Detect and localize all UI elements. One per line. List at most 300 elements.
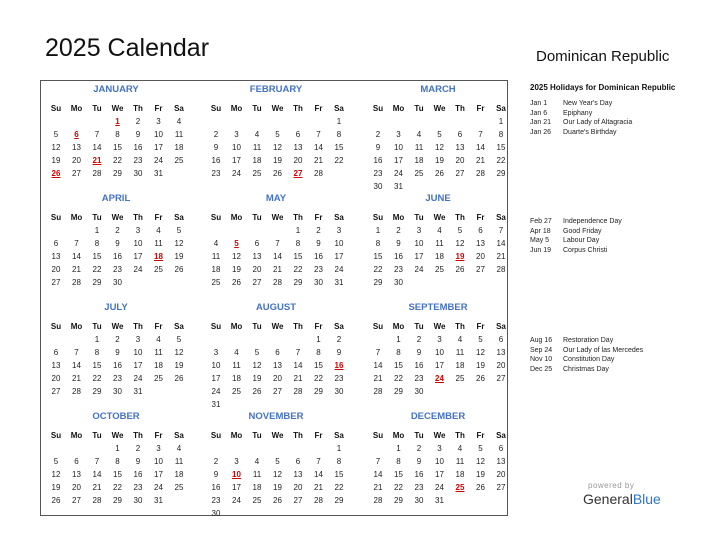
day-cell: 13 <box>293 143 303 152</box>
day-cell: 28 <box>72 278 81 287</box>
holiday-date: Jan 6 <box>530 109 548 117</box>
weekday-label: Sa <box>174 322 184 331</box>
day-cell: 2 <box>416 335 422 344</box>
month-name: JULY <box>104 302 128 313</box>
day-cell: 15 <box>314 361 323 370</box>
holiday-day: 18 <box>154 252 163 261</box>
day-cell: 29 <box>314 387 323 396</box>
holiday-name: Independence Day <box>563 218 622 225</box>
day-cell: 26 <box>273 496 282 505</box>
day-cell: 27 <box>51 387 61 396</box>
day-cell: 22 <box>394 483 403 492</box>
day-cell: 29 <box>334 496 344 505</box>
weekday-label: Su <box>210 104 222 113</box>
day-cell: 22 <box>334 483 344 492</box>
day-cell: 24 <box>211 387 221 396</box>
day-cell: 28 <box>373 387 383 396</box>
day-cell: 16 <box>211 483 221 492</box>
day-cell: 2 <box>115 335 120 344</box>
holiday-name: Duarte's Birthday <box>563 129 617 137</box>
day-cell: 13 <box>293 470 303 479</box>
day-cell: 16 <box>211 156 221 165</box>
weekday-label: Sa <box>174 104 184 113</box>
holiday-day: 26 <box>51 169 61 178</box>
day-cell: 31 <box>435 496 444 505</box>
day-cell: 21 <box>496 252 506 261</box>
day-cell: 1 <box>498 117 504 126</box>
day-cell: 9 <box>135 457 141 466</box>
weekday-label: Sa <box>334 213 344 222</box>
day-cell: 4 <box>156 335 161 344</box>
day-cell: 28 <box>92 169 102 178</box>
weekday-label: We <box>433 104 446 113</box>
weekday-label: Mo <box>230 431 243 440</box>
day-cell: 10 <box>394 143 403 152</box>
day-cell: 14 <box>476 143 485 152</box>
day-cell: 1 <box>295 226 301 235</box>
holiday-row <box>530 337 613 344</box>
day-cell: 19 <box>435 156 444 165</box>
day-cell: 4 <box>254 457 260 466</box>
day-cell: 22 <box>373 265 383 274</box>
weekday-label: We <box>271 104 284 113</box>
weekday-label: Sa <box>174 213 184 222</box>
holiday-date: Jan 26 <box>530 129 552 137</box>
month-name: JANUARY <box>93 84 139 95</box>
day-cell: 13 <box>273 361 282 370</box>
day-cell: 15 <box>496 143 506 152</box>
day-cell: 4 <box>457 335 463 344</box>
day-cell: 27 <box>496 374 506 383</box>
day-cell: 17 <box>435 470 444 479</box>
weekday-label: Th <box>133 104 143 113</box>
day-cell: 25 <box>435 265 444 274</box>
weekday-label: Th <box>293 104 303 113</box>
weekday-label: Fr <box>314 431 323 440</box>
day-cell: 26 <box>174 374 184 383</box>
day-cell: 10 <box>133 348 143 357</box>
day-cell: 1 <box>94 335 100 344</box>
day-cell: 19 <box>51 156 61 165</box>
day-cell: 6 <box>457 130 463 139</box>
day-cell: 25 <box>455 374 465 383</box>
holiday-row <box>530 237 599 244</box>
holiday-day: 5 <box>234 239 239 248</box>
month-name: AUGUST <box>255 302 297 313</box>
day-cell: 13 <box>496 348 506 357</box>
day-cell: 23 <box>314 265 323 274</box>
day-cell: 22 <box>293 265 303 274</box>
day-cell: 12 <box>232 252 241 261</box>
day-cell: 14 <box>92 470 102 479</box>
weekday-label: Mo <box>230 322 243 331</box>
day-cell: 9 <box>115 348 120 357</box>
day-cell: 17 <box>414 252 424 261</box>
day-cell: 15 <box>334 143 344 152</box>
holiday-day: 16 <box>334 361 344 370</box>
day-cell: 19 <box>273 156 282 165</box>
day-cell: 14 <box>273 252 282 261</box>
day-cell: 6 <box>53 348 59 357</box>
day-cell: 26 <box>51 496 61 505</box>
day-cell: 30 <box>334 387 344 396</box>
day-cell: 18 <box>455 470 465 479</box>
day-cell: 9 <box>375 143 381 152</box>
brand-part-1: General <box>583 491 633 507</box>
day-cell: 26 <box>232 278 241 287</box>
day-cell: 25 <box>252 496 262 505</box>
day-cell: 18 <box>252 156 262 165</box>
day-cell: 16 <box>113 361 122 370</box>
holiday-day: 6 <box>74 130 79 139</box>
weekday-label: Fr <box>476 431 485 440</box>
day-cell: 1 <box>336 444 342 453</box>
day-cell: 24 <box>232 496 241 505</box>
day-cell: 28 <box>293 387 303 396</box>
day-cell: 10 <box>154 130 163 139</box>
day-cell: 5 <box>176 226 182 235</box>
holiday-name: Epiphany <box>563 109 593 117</box>
day-cell: 15 <box>92 361 102 370</box>
day-cell: 31 <box>154 169 163 178</box>
day-cell: 22 <box>496 156 506 165</box>
day-cell: 17 <box>232 156 241 165</box>
day-cell: 10 <box>435 348 444 357</box>
day-cell: 8 <box>336 130 342 139</box>
day-cell: 27 <box>273 387 282 396</box>
day-cell: 17 <box>154 470 163 479</box>
weekday-label: Tu <box>252 431 262 440</box>
day-cell: 18 <box>252 483 262 492</box>
day-cell: 26 <box>174 265 184 274</box>
day-cell: 19 <box>476 361 485 370</box>
holiday-row <box>530 366 609 373</box>
holiday-date: Dec 25 <box>530 366 553 374</box>
country-name: Dominican Republic <box>536 48 670 65</box>
day-cell: 9 <box>336 348 342 357</box>
day-cell: 2 <box>213 457 219 466</box>
weekday-label: Th <box>455 213 465 222</box>
day-cell: 27 <box>496 483 506 492</box>
holiday-row <box>530 247 607 254</box>
day-cell: 9 <box>213 143 219 152</box>
day-cell: 30 <box>133 169 143 178</box>
day-cell: 19 <box>252 374 262 383</box>
day-cell: 2 <box>396 226 401 235</box>
day-cell: 27 <box>293 496 303 505</box>
day-cell: 14 <box>293 361 303 370</box>
day-cell: 14 <box>373 470 383 479</box>
day-cell: 7 <box>316 130 321 139</box>
holiday-row <box>530 110 592 117</box>
day-cell: 14 <box>72 252 81 261</box>
weekday-label: Tu <box>252 104 262 113</box>
day-cell: 20 <box>496 361 506 370</box>
day-cell: 22 <box>113 156 122 165</box>
day-cell: 20 <box>496 470 506 479</box>
day-cell: 15 <box>394 361 403 370</box>
day-cell: 27 <box>51 278 61 287</box>
weekday-label: We <box>111 431 124 440</box>
day-cell: 3 <box>396 130 401 139</box>
weekday-label: Su <box>50 322 62 331</box>
day-cell: 7 <box>94 130 100 139</box>
day-cell: 19 <box>273 483 282 492</box>
day-cell: 23 <box>394 265 403 274</box>
day-cell: 22 <box>113 483 122 492</box>
day-cell: 20 <box>455 156 465 165</box>
day-cell: 21 <box>273 265 282 274</box>
day-cell: 11 <box>455 348 465 357</box>
day-cell: 27 <box>72 169 81 178</box>
day-cell: 10 <box>334 239 344 248</box>
day-cell: 5 <box>176 335 182 344</box>
day-cell: 14 <box>92 143 102 152</box>
day-cell: 17 <box>211 374 221 383</box>
weekday-label: Fr <box>154 322 163 331</box>
day-cell: 8 <box>295 239 301 248</box>
day-cell: 5 <box>457 226 463 235</box>
day-cell: 13 <box>51 361 61 370</box>
weekday-label: We <box>433 322 446 331</box>
day-cell: 2 <box>115 226 120 235</box>
day-cell: 28 <box>273 278 282 287</box>
calendar-grid <box>40 80 508 516</box>
day-cell: 20 <box>51 374 61 383</box>
month-name: DECEMBER <box>410 411 466 422</box>
day-cell: 16 <box>314 252 323 261</box>
weekday-label: Tu <box>252 213 262 222</box>
weekday-label: Mo <box>70 104 83 113</box>
day-cell: 9 <box>396 239 401 248</box>
holiday-day: 21 <box>92 156 102 165</box>
weekday-label: Su <box>210 431 222 440</box>
day-cell: 3 <box>437 335 442 344</box>
day-cell: 4 <box>437 226 442 235</box>
day-cell: 19 <box>51 483 61 492</box>
day-cell: 2 <box>336 335 342 344</box>
day-cell: 29 <box>373 278 383 287</box>
day-cell: 30 <box>414 387 424 396</box>
day-cell: 8 <box>396 348 401 357</box>
day-cell: 12 <box>273 470 282 479</box>
day-cell: 20 <box>293 156 303 165</box>
day-cell: 16 <box>414 470 424 479</box>
day-cell: 18 <box>211 265 221 274</box>
holiday-name: Restoration Day <box>563 337 614 344</box>
day-cell: 8 <box>115 457 120 466</box>
powered-by-text: powered by <box>588 481 635 490</box>
weekday-label: Mo <box>392 322 405 331</box>
day-cell: 20 <box>476 252 485 261</box>
weekday-label: Mo <box>392 213 405 222</box>
weekday-label: Th <box>133 213 143 222</box>
holiday-row <box>530 129 616 136</box>
day-cell: 12 <box>174 239 184 248</box>
day-cell: 30 <box>373 182 383 191</box>
day-cell: 11 <box>252 143 262 152</box>
day-cell: 18 <box>455 361 465 370</box>
holiday-day: 19 <box>455 252 465 261</box>
day-cell: 2 <box>316 226 321 235</box>
day-cell: 4 <box>234 348 239 357</box>
day-cell: 7 <box>478 130 483 139</box>
day-cell: 18 <box>435 252 444 261</box>
day-cell: 14 <box>373 361 383 370</box>
day-cell: 16 <box>414 361 424 370</box>
day-cell: 12 <box>476 457 485 466</box>
day-cell: 15 <box>334 470 344 479</box>
day-cell: 28 <box>373 496 383 505</box>
weekday-label: We <box>271 322 284 331</box>
day-cell: 22 <box>92 265 102 274</box>
day-cell: 27 <box>252 278 262 287</box>
day-cell: 26 <box>435 169 444 178</box>
holiday-row <box>530 100 612 107</box>
weekday-label: Sa <box>334 322 344 331</box>
day-cell: 28 <box>72 387 81 396</box>
day-cell: 7 <box>375 457 381 466</box>
day-cell: 20 <box>72 156 81 165</box>
day-cell: 29 <box>113 496 122 505</box>
day-cell: 18 <box>154 361 163 370</box>
day-cell: 23 <box>211 169 221 178</box>
day-cell: 3 <box>437 444 442 453</box>
day-cell: 9 <box>115 239 120 248</box>
day-cell: 4 <box>213 239 219 248</box>
day-cell: 18 <box>414 156 424 165</box>
day-cell: 5 <box>254 348 260 357</box>
day-cell: 15 <box>113 143 122 152</box>
day-cell: 29 <box>92 387 102 396</box>
day-cell: 23 <box>133 156 143 165</box>
day-cell: 6 <box>53 239 59 248</box>
day-cell: 20 <box>252 265 262 274</box>
day-cell: 6 <box>254 239 260 248</box>
month-name: MARCH <box>420 84 456 95</box>
day-cell: 9 <box>316 239 321 248</box>
day-cell: 25 <box>174 156 184 165</box>
day-cell: 26 <box>476 483 485 492</box>
day-cell: 3 <box>135 335 141 344</box>
weekday-label: Sa <box>496 213 506 222</box>
day-cell: 23 <box>414 483 424 492</box>
day-cell: 2 <box>135 117 141 126</box>
weekday-label: We <box>111 104 124 113</box>
day-cell: 27 <box>72 496 81 505</box>
day-cell: 20 <box>72 483 81 492</box>
day-cell: 14 <box>314 143 323 152</box>
weekday-label: Th <box>455 431 465 440</box>
holiday-name: Labour Day <box>563 237 600 245</box>
day-cell: 8 <box>498 130 504 139</box>
weekday-label: Su <box>372 322 384 331</box>
day-cell: 8 <box>94 239 100 248</box>
day-cell: 28 <box>314 169 323 178</box>
day-cell: 3 <box>156 117 161 126</box>
holiday-name: Constitution Day <box>563 356 615 364</box>
holiday-date: Jan 1 <box>530 100 548 107</box>
month-name: OCTOBER <box>92 411 140 422</box>
weekday-label: Th <box>293 431 303 440</box>
day-cell: 3 <box>156 444 161 453</box>
day-cell: 30 <box>133 496 143 505</box>
day-cell: 25 <box>252 169 262 178</box>
weekday-label: Su <box>210 213 222 222</box>
day-cell: 29 <box>496 169 506 178</box>
weekday-label: We <box>111 322 124 331</box>
holiday-name: Corpus Christi <box>563 247 608 255</box>
day-cell: 4 <box>457 444 463 453</box>
day-cell: 10 <box>435 457 444 466</box>
day-cell: 11 <box>252 470 262 479</box>
day-cell: 31 <box>334 278 344 287</box>
day-cell: 4 <box>416 130 422 139</box>
weekday-label: Fr <box>476 213 485 222</box>
day-cell: 11 <box>435 239 444 248</box>
day-cell: 20 <box>293 483 303 492</box>
day-cell: 21 <box>476 156 485 165</box>
holiday-name: Good Friday <box>563 227 602 235</box>
day-cell: 14 <box>72 361 81 370</box>
day-cell: 24 <box>414 265 424 274</box>
day-cell: 23 <box>113 265 122 274</box>
day-cell: 7 <box>375 348 381 357</box>
day-cell: 6 <box>295 457 301 466</box>
day-cell: 5 <box>275 457 280 466</box>
weekday-label: Fr <box>314 104 323 113</box>
day-cell: 21 <box>373 483 383 492</box>
weekday-label: Sa <box>496 104 506 113</box>
holiday-row <box>530 347 643 354</box>
day-cell: 16 <box>133 470 143 479</box>
day-cell: 11 <box>174 457 184 466</box>
weekday-label: Su <box>50 213 62 222</box>
holiday-day: 1 <box>115 117 120 126</box>
day-cell: 21 <box>314 483 323 492</box>
weekday-label: Tu <box>252 322 262 331</box>
day-cell: 7 <box>94 457 100 466</box>
day-cell: 16 <box>113 252 122 261</box>
day-cell: 2 <box>135 444 141 453</box>
weekday-label: Tu <box>414 104 424 113</box>
weekday-label: Sa <box>496 431 506 440</box>
weekday-label: Su <box>50 104 62 113</box>
day-cell: 10 <box>232 143 241 152</box>
holiday-date: May 5 <box>530 237 550 245</box>
weekday-label: Mo <box>70 431 83 440</box>
day-cell: 12 <box>273 143 282 152</box>
day-cell: 17 <box>435 361 444 370</box>
day-cell: 28 <box>496 265 506 274</box>
weekday-label: Fr <box>154 213 163 222</box>
weekday-label: We <box>271 213 284 222</box>
day-cell: 30 <box>314 278 323 287</box>
day-cell: 1 <box>336 117 342 126</box>
day-cell: 23 <box>133 483 143 492</box>
day-cell: 25 <box>414 169 424 178</box>
day-cell: 30 <box>113 278 122 287</box>
day-cell: 3 <box>135 226 141 235</box>
day-cell: 8 <box>316 348 321 357</box>
day-cell: 19 <box>232 265 241 274</box>
day-cell: 24 <box>133 265 143 274</box>
day-cell: 22 <box>92 374 102 383</box>
day-cell: 1 <box>316 335 321 344</box>
holiday-date: Apr 18 <box>530 227 551 235</box>
day-cell: 25 <box>174 483 184 492</box>
day-cell: 22 <box>334 156 344 165</box>
